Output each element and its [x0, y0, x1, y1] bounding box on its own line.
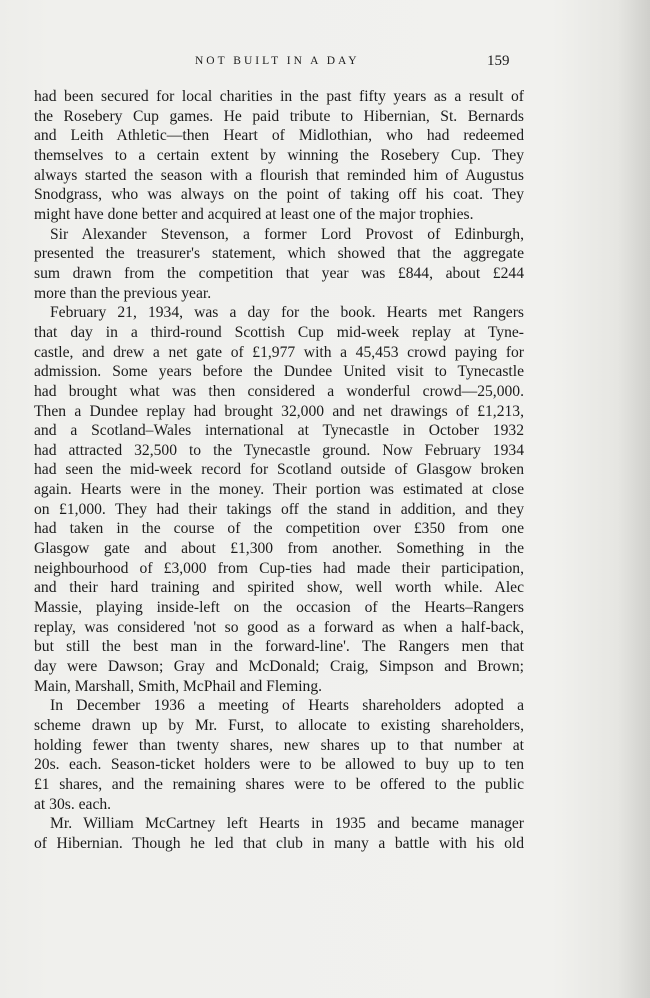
text-line: and their hard training and spirited show, well worth while. Alec	[34, 579, 524, 597]
text-line: £1 shares, and the remaining shares were to be offered to the public	[34, 775, 524, 793]
text-line: admission. Some years before the Dundee United visit to Tynecastle	[34, 363, 524, 381]
text-line: more than the previous year.	[34, 284, 212, 302]
text-line: and a Scotland–Wales international at Tynecastle in October 1932	[34, 422, 524, 440]
page-number: 159	[487, 53, 510, 69]
text-line: Massie, playing inside-left on the occasion of the Hearts–Rangers	[34, 599, 524, 617]
running-title: NOT BUILT IN A DAY	[195, 55, 360, 67]
text-line: scheme drawn up by Mr. Furst, to allocate to existing shareholders,	[34, 717, 524, 734]
text-line: replay, was considered 'not so good as a forward as when a half-back,	[34, 618, 524, 636]
text-line: had been secured for local charities in the past fifty years as a result of	[34, 88, 524, 105]
text-line: themselves to a certain extent by winning the Rosebery Cup. They	[34, 146, 524, 164]
text-line: In December 1936 a meeting of Hearts shareholders adopted a	[50, 697, 524, 715]
text-line: had taken in the course of the competition over £350 from one	[34, 520, 524, 538]
text-line: Snodgrass, who was always on the point of taking off his coat. They	[34, 186, 524, 204]
text-line: neighbourhood of £3,000 from Cup-ties had made their participation,	[34, 559, 524, 577]
text-line: Sir Alexander Stevenson, a former Lord Provost of Edinburgh,	[50, 225, 524, 243]
text-line: presented the treasurer's statement, which showed that the aggregate	[34, 245, 524, 263]
text-line: February 21, 1934, was a day for the book. Hearts met Rangers	[50, 304, 524, 322]
text-line: Glasgow gate and about £1,300 from another. Something in the	[34, 540, 524, 558]
text-line: holding fewer than twenty shares, new shares up to that number at	[34, 736, 524, 754]
paragraph	[34, 87, 524, 225]
text-line: again. Hearts were in the money. Their portion was estimated at close	[34, 481, 524, 499]
text-line: castle, and drew a net gate of £1,977 with a 45,453 crowd paying for	[34, 343, 524, 361]
text-line: had attracted 32,500 to the Tynecastle ground. Now February 1934	[34, 441, 524, 459]
text-line: at 30s. each.	[34, 795, 112, 813]
text-line: and Leith Athletic—then Heart of Midlothian, who had redeemed	[34, 127, 524, 145]
text-line: on £1,000. They had their takings off the stand in addition, and they	[34, 500, 524, 518]
text-line: sum drawn from the competition that year was £844, about £244	[34, 264, 524, 282]
page-header	[0, 55, 650, 79]
paragraph	[34, 814, 524, 853]
paragraph	[34, 225, 524, 304]
text-line: day were Dawson; Gray and McDonald; Craig, Simpson and Brown;	[34, 658, 524, 676]
text-line: might have done better and acquired at least one of the major trophies.	[34, 205, 474, 223]
text-line: Mr. William McCartney left Hearts in 1935 and became manager	[50, 815, 524, 833]
text-line: of Hibernian. Though he led that club in many a battle with his old	[34, 834, 524, 852]
text-line: but still the best man in the forward-line'. The Rangers men that	[34, 638, 524, 656]
text-line: 20s. each. Season-ticket holders were to be allowed to buy up to ten	[34, 756, 524, 774]
text-line: the Rosebery Cup games. He paid tribute to Hibernian, St. Bernards	[34, 107, 524, 125]
paragraph	[34, 696, 524, 814]
paragraph	[34, 303, 524, 696]
text-line: always started the season with a flourish that reminded him of Augustus	[34, 166, 524, 184]
text-line: had seen the mid-week record for Scotland outside of Glasgow broken	[34, 461, 524, 479]
text-line: that day in a third-round Scottish Cup mid-week replay at Tyne-	[34, 323, 524, 341]
text-line: had brought what was then considered a wonderful crowd—25,000.	[34, 382, 524, 400]
body-text	[34, 87, 524, 854]
text-line: Then a Dundee replay had brought 32,000 and net drawings of £1,213,	[34, 402, 524, 420]
text-line: Main, Marshall, Smith, McPhail and Fleming.	[34, 677, 323, 695]
